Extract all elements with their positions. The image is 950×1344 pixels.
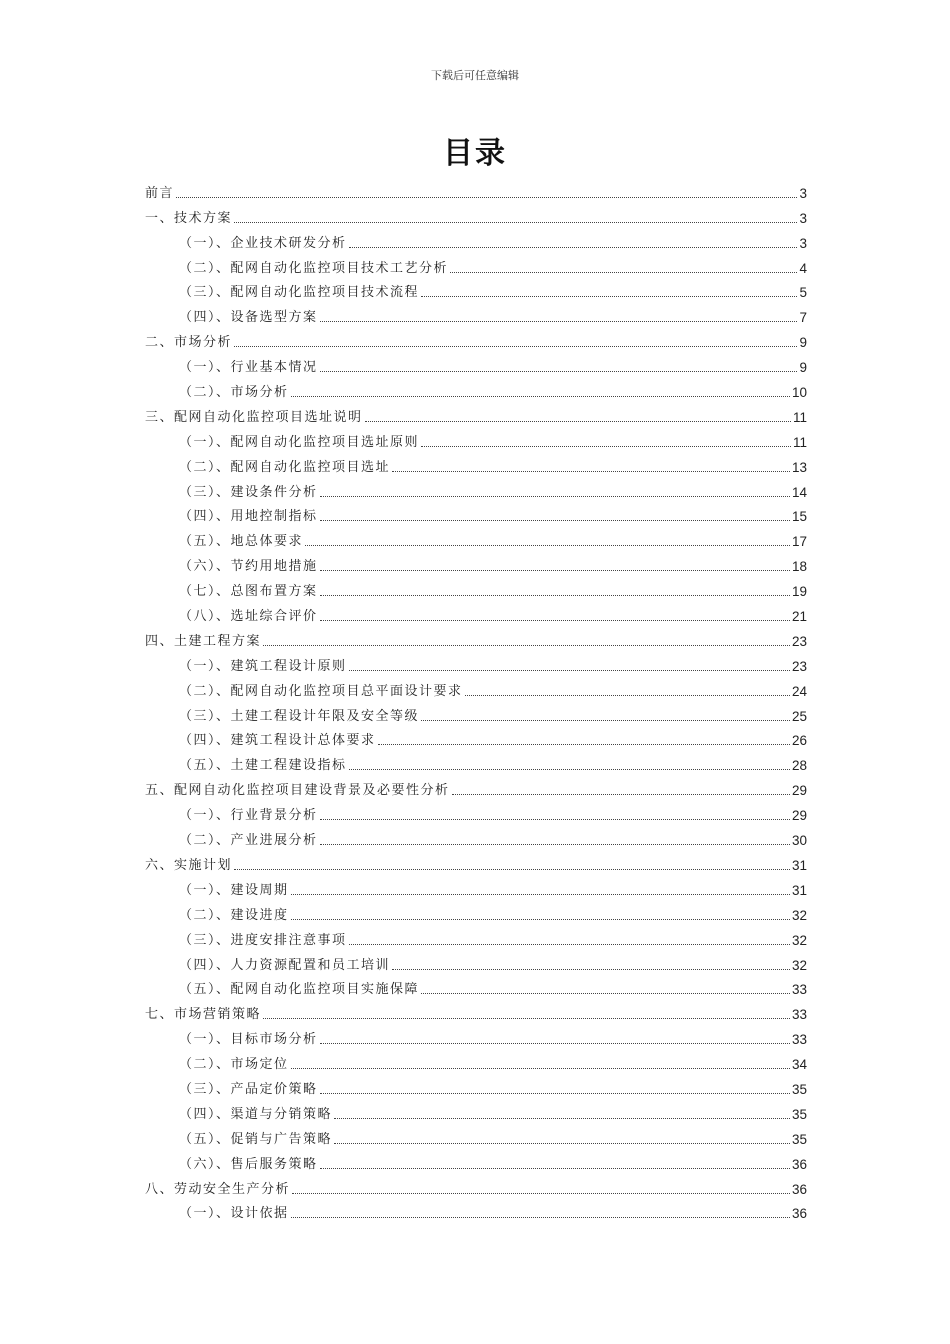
toc-entry-page: 23: [791, 658, 807, 674]
toc-entry-label: （一）、建设周期: [179, 882, 289, 898]
toc-entry-page: 36: [791, 1206, 807, 1222]
toc-entry[interactable]: [145, 401, 807, 426]
toc-entry-page: 29: [791, 808, 807, 824]
toc-entry[interactable]: [145, 1048, 807, 1073]
toc-entry[interactable]: [145, 1198, 807, 1223]
toc-entry-page: 9: [799, 360, 807, 376]
toc-entry-label: （三）、产品定价策略: [179, 1081, 318, 1097]
toc-entry[interactable]: [145, 849, 807, 874]
toc-entry-label: （三）、进度安排注意事项: [179, 932, 347, 948]
toc-entry-label: （六）、节约用地措施: [179, 559, 318, 575]
toc-entry-label: （一）、设计依据: [179, 1206, 289, 1222]
toc-entry-page: 35: [791, 1131, 807, 1147]
toc-entry[interactable]: [145, 202, 807, 227]
toc-entry-page: 18: [791, 559, 807, 575]
toc-entry-page: 33: [791, 1007, 807, 1023]
toc-entry-label: （五）、地总体要求: [179, 534, 304, 550]
toc-leader-dots: [450, 271, 797, 273]
toc-entry[interactable]: [145, 974, 807, 999]
toc-entry-label: 八、劳动安全生产分析: [145, 1181, 291, 1197]
toc-entry[interactable]: [145, 1123, 807, 1148]
toc-entry-page: 35: [791, 1106, 807, 1122]
toc-leader-dots: [320, 594, 790, 596]
toc-entry[interactable]: [145, 998, 807, 1023]
toc-leader-dots: [349, 768, 790, 770]
toc-entry-page: 32: [791, 957, 807, 973]
toc-entry-page: 11: [792, 434, 807, 450]
toc-leader-dots: [320, 519, 790, 521]
toc-entry-label: （一）、建筑工程设计原则: [179, 658, 347, 674]
toc-leader-dots: [320, 1167, 790, 1169]
toc-leader-dots: [421, 295, 797, 297]
toc-entry-label: （四）、设备选型方案: [179, 310, 318, 326]
toc-entry-label: （五）、促销与广告策略: [179, 1131, 333, 1147]
toc-entry-page: 7: [799, 310, 807, 326]
toc-entry[interactable]: [145, 376, 807, 401]
toc-entry[interactable]: [145, 326, 807, 351]
toc-leader-dots: [334, 1117, 790, 1119]
toc-entry-label: （二）、配网自动化监控项目技术工艺分析: [179, 260, 449, 276]
toc-entry[interactable]: [145, 1098, 807, 1123]
toc-entry-label: 一、技术方案: [145, 210, 233, 226]
toc-entry[interactable]: [145, 675, 807, 700]
toc-entry-label: 七、市场营销策略: [145, 1007, 262, 1023]
page-title: 目录: [443, 136, 507, 171]
toc-entry-label: 三、配网自动化监控项目选址说明: [145, 409, 363, 425]
toc-entry[interactable]: [145, 575, 807, 600]
toc-entry-page: 17: [791, 534, 807, 550]
toc-entry-page: 21: [791, 609, 807, 625]
toc-entry[interactable]: [145, 799, 807, 824]
toc-entry[interactable]: [145, 1073, 807, 1098]
toc-leader-dots: [291, 893, 790, 895]
toc-entry-page: 11: [792, 409, 807, 425]
toc-entry-label: （七）、总图布置方案: [179, 584, 318, 600]
toc-entry[interactable]: [145, 501, 807, 526]
toc-leader-dots: [291, 1067, 790, 1069]
toc-entry-page: 33: [791, 1032, 807, 1048]
toc-entry-page: 25: [791, 708, 807, 724]
toc-leader-dots: [349, 943, 790, 945]
toc-entry[interactable]: [145, 476, 807, 501]
toc-leader-dots: [392, 470, 790, 472]
toc-entry-label: （三）、配网自动化监控项目技术流程: [179, 285, 420, 301]
toc-entry-label: （五）、土建工程建设指标: [179, 758, 347, 774]
toc-leader-dots: [349, 669, 790, 671]
toc-entry-label: （一）、行业背景分析: [179, 808, 318, 824]
toc-entry[interactable]: [145, 177, 807, 202]
toc-entry-label: （五）、配网自动化监控项目实施保障: [179, 982, 420, 998]
toc-leader-dots: [349, 246, 798, 248]
toc-entry-label: （四）、用地控制指标: [179, 509, 318, 525]
toc-entry-page: 4: [799, 260, 807, 276]
toc-leader-dots: [291, 395, 790, 397]
toc-entry[interactable]: [145, 700, 807, 725]
toc-entry-page: 28: [791, 758, 807, 774]
toc-entry-label: （二）、市场定位: [179, 1057, 289, 1073]
toc-entry-page: 34: [791, 1057, 807, 1073]
toc-entry[interactable]: [145, 451, 807, 476]
toc-leader-dots: [465, 694, 790, 696]
toc-entry[interactable]: [145, 525, 807, 550]
toc-leader-dots: [452, 793, 790, 795]
toc-entry[interactable]: [145, 824, 807, 849]
toc-entry-label: （一）、配网自动化监控项目选址原则: [179, 434, 420, 450]
toc-entry-label: （二）、产业进展分析: [179, 833, 318, 849]
toc-leader-dots: [334, 1142, 790, 1144]
toc-entry-label: 四、土建工程方案: [145, 633, 262, 649]
toc-entry[interactable]: [145, 1148, 807, 1173]
toc-entry-page: 33: [791, 982, 807, 998]
toc-entry-page: 3: [799, 185, 807, 201]
toc-leader-dots: [392, 968, 790, 970]
toc-leader-dots: [320, 370, 798, 372]
toc-entry-label: （八）、选址综合评价: [179, 609, 318, 625]
toc-entry[interactable]: [145, 899, 807, 924]
toc-entry-label: （三）、建设条件分析: [179, 484, 318, 500]
toc-entry-label: （四）、建筑工程设计总体要求: [179, 733, 376, 749]
toc-entry-label: 五、配网自动化监控项目建设背景及必要性分析: [145, 783, 450, 799]
toc-leader-dots: [320, 619, 790, 621]
toc-entry-label: 六、实施计划: [145, 857, 233, 873]
toc-entry-page: 23: [791, 633, 807, 649]
toc-entry-label: （二）、市场分析: [179, 385, 289, 401]
toc-leader-dots: [320, 843, 790, 845]
toc-entry-page: 29: [791, 783, 807, 799]
toc-entry-page: 3: [799, 210, 807, 226]
toc-entry-page: 5: [799, 285, 807, 301]
toc-entry-label: （一）、行业基本情况: [179, 360, 318, 376]
toc-entry-page: 26: [791, 733, 807, 749]
toc-entry-page: 36: [791, 1181, 807, 1197]
toc-leader-dots: [305, 544, 790, 546]
toc-entry-label: （六）、售后服务策略: [179, 1156, 318, 1172]
toc-entry[interactable]: [145, 924, 807, 949]
toc-entry[interactable]: [145, 277, 807, 302]
toc-entry-page: 24: [791, 683, 807, 699]
toc-leader-dots: [176, 196, 797, 198]
toc-entry-label: （一）、目标市场分析: [179, 1032, 318, 1048]
header-note: 下载后可任意编辑: [431, 69, 519, 82]
toc-leader-dots: [320, 320, 798, 322]
toc-leader-dots: [421, 719, 790, 721]
toc-entry[interactable]: [145, 301, 807, 326]
toc-entry-page: 32: [791, 907, 807, 923]
toc-entry-label: （四）、人力资源配置和员工培训: [179, 957, 391, 973]
toc-entry[interactable]: [145, 351, 807, 376]
toc-entry[interactable]: [145, 600, 807, 625]
toc-leader-dots: [320, 569, 790, 571]
toc-entry[interactable]: [145, 550, 807, 575]
toc-entry[interactable]: [145, 252, 807, 277]
toc-entry-label: （三）、土建工程设计年限及安全等级: [179, 708, 420, 724]
toc-leader-dots: [421, 445, 791, 447]
toc-entry[interactable]: [145, 725, 807, 750]
toc-leader-dots: [291, 1216, 790, 1218]
toc-entry-page: 10: [791, 385, 807, 401]
toc-entry[interactable]: [145, 1173, 807, 1198]
toc-entry-label: 前言: [145, 185, 175, 201]
toc-leader-dots: [320, 1092, 790, 1094]
toc-entry-label: （一）、企业技术研发分析: [179, 235, 347, 251]
toc-leader-dots: [365, 420, 791, 422]
toc-entry-page: 19: [791, 584, 807, 600]
toc-entry-label: （二）、配网自动化监控项目总平面设计要求: [179, 683, 463, 699]
toc-entry-label: （二）、建设进度: [179, 907, 289, 923]
toc-entry-page: 35: [791, 1081, 807, 1097]
table-of-contents: [145, 177, 807, 1222]
toc-entry[interactable]: [145, 874, 807, 899]
toc-leader-dots: [378, 743, 790, 745]
toc-entry[interactable]: [145, 1023, 807, 1048]
toc-entry-label: （二）、配网自动化监控项目选址: [179, 459, 391, 475]
toc-leader-dots: [421, 992, 790, 994]
toc-entry-page: 36: [791, 1156, 807, 1172]
toc-leader-dots: [263, 644, 790, 646]
toc-entry-page: 3: [799, 235, 807, 251]
toc-entry-page: 30: [791, 833, 807, 849]
toc-entry[interactable]: [145, 949, 807, 974]
toc-entry-label: 二、市场分析: [145, 335, 233, 351]
toc-leader-dots: [234, 221, 797, 223]
toc-leader-dots: [234, 345, 797, 347]
toc-entry[interactable]: [145, 650, 807, 675]
toc-entry-label: （四）、渠道与分销策略: [179, 1106, 333, 1122]
toc-entry-page: 14: [791, 484, 807, 500]
toc-leader-dots: [320, 495, 790, 497]
toc-entry-page: 13: [791, 459, 807, 475]
toc-leader-dots: [320, 818, 790, 820]
toc-entry[interactable]: [145, 774, 807, 799]
toc-entry[interactable]: [145, 625, 807, 650]
toc-leader-dots: [320, 1042, 790, 1044]
toc-entry[interactable]: [145, 426, 807, 451]
toc-entry-page: 32: [791, 932, 807, 948]
toc-entry[interactable]: [145, 749, 807, 774]
toc-entry-page: 9: [799, 335, 807, 351]
toc-leader-dots: [234, 868, 790, 870]
toc-entry-page: 31: [791, 857, 807, 873]
toc-entry[interactable]: [145, 227, 807, 252]
toc-entry-page: 31: [791, 882, 807, 898]
toc-entry-page: 15: [791, 509, 807, 525]
toc-leader-dots: [263, 1017, 790, 1019]
toc-leader-dots: [292, 1192, 790, 1194]
toc-leader-dots: [291, 918, 790, 920]
